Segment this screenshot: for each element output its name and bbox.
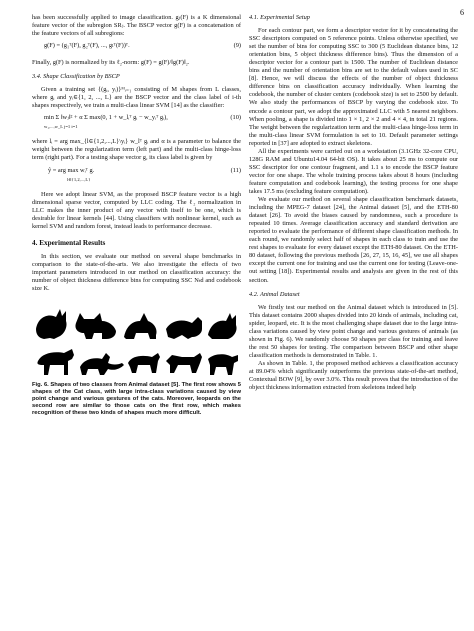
paragraph: has been successfully applied to image classification. gⱼ(F) is a K dimensional feature vector of the subregion SRⱼ. The BSCP vector g(F) is a concatenation of the feature vectors of all subregions: (32, 14, 241, 38)
page-number: 6 (460, 8, 464, 17)
cat-silhouette (75, 313, 116, 339)
figure-animal-silhouettes (32, 299, 241, 379)
cat-silhouette (36, 309, 67, 339)
leopard-silhouette (208, 354, 238, 375)
equation-body: ŷ = arg max wᵢᵀ g. (48, 166, 95, 174)
section-heading: 4.2. Animal Dataset (249, 290, 300, 298)
paragraph: For each contour part, we form a descriptor vector for it by concatenating the SSC descriptors computed on 5 reference points. Unless otherwise specified, we set the number of bins for computing SSC to 300 (5 Euclidean distance bins, 12 orientation bins, 5 object thickness difference bins). Thus the dimension of a descriptor vector for a contour part is 1500. The number of Euclidean distance bins and the number of orientation bins are set to the default values used in SC [8]. Hence, we will discuss the effects of the number of object thickness difference bins on classification accuracy individually. When learning the codebook, the number of cluster centers (codebook size) is set to 2500 by default. We also study the performances of BSCP by varying the codebook size. To encode a contour part, we adopt the approximated LLC with 5 nearest neighbors. When pooling, a shape is divided into 1 × 1, 2 × 2 and 4 × 4, in total 21 regions. The weight between the regularization term and the multi-class hinge-loss term in the multi-class linear SVM formulation is set to 10. Default parameter settings reported in [37] are adopted to extract skeletons. (249, 27, 458, 147)
cat-silhouette (208, 313, 237, 339)
paragraph: In this section, we evaluate our method on several shape benchmarks in comparison to the state-of-the-arts. We also investigate the effects of two important parameters introduced in our method on classification accuracy: the number of object thickness difference bins for computing SSC Nₜd and codebook size K. (32, 252, 241, 292)
paragraph: As shown in Table. 1, the proposed method achieves a classification accuracy at 89.04% which significantly outperforms the previous state-of-the-art method, Contextual BOW [9], by over 3.0%. This result proves that the introduction of the object thickness information extracted from skeletons indeed help (249, 359, 458, 392)
section-heading: 3.4. Shape Classification by BSCP (32, 73, 120, 81)
leopard-silhouette (166, 353, 202, 373)
equation-9 (32, 42, 241, 55)
equation-body: g(F) = (g₁ᵀ(F), g₂ᵀ(F), ..., gₗᵀ(F))ᵀ. (44, 42, 130, 50)
paragraph: All the experiments were carried out on a workstation (3.1GHz 32-core CPU, 128G RAM and Ubuntu14.04 64-bit OS). It takes about 25 ms to compute our SSC descriptor for one contour fragment, and 1.1 s to encode the BSCP feature vector for one shape. The whole training process takes about 8 hours (including feature computation and codebook learning), the testing process for one shape takes 17.5 ms (excluding feature computation). (249, 147, 458, 195)
paragraph: Here we adopt linear SVM, as the proposed BSCP feature vector is a high dimensional sparse vector, computed by LLC coding. The ℓ₂ normalization in LLC makes the inner product of any vector with itself to be one, which is desirable for linear kernels [44]. Using classifiers with nonlinear kernel, such as kernel SVM and random forest, instead leads to performance decrease. (32, 190, 241, 230)
paragraph: We firstly test our method on the Animal dataset which is introduced in [5]. This dataset contains 2000 shapes divided into 20 kinds of animals, including cat, spider, leopard, etc. It is the most challenging shape dataset due to the large intra-class variations caused by view point change and various gestures of animals (as shown in Fig. 6). We randomly choose 50 shapes per class for training and leave the rest 50 shapes for testing. The comparison between BSCP and other shape classification methods is demonstrated in Table. 1. (249, 303, 458, 359)
section-heading: 4. Experimental Results (32, 238, 106, 247)
leopard-silhouette (128, 353, 160, 373)
equation-subscript: l∈{1,2,...,L} (67, 176, 91, 182)
leopard-silhouette (37, 349, 74, 375)
equation-11 (32, 167, 241, 187)
silhouettes-image (32, 299, 241, 379)
cat-silhouette (124, 313, 157, 339)
leopard-silhouette (80, 353, 124, 375)
paragraph: Finally, g(F) is normalized by its ℓ₂-norm: g(F) = g(F)/‖g(F)‖₂. (32, 59, 190, 67)
right-column (249, 14, 458, 392)
cat-silhouette (166, 317, 202, 339)
paragraph: where lᵢ = arg max_{l∈{1,2,...,L}\yᵢ} w_lᵀ gᵢ and α is a parameter to balance the weight between the regularization term (left part) and the multi-class hinge-loss term (right part). For a testing shape vector g, its class label is given by (32, 138, 241, 162)
paragraph: Given a training set {(gᵢ, yᵢ)}ᴹᵢ₌₁ consisting of M shapes from L classes, where gᵢ and yᵢ∈{1, 2, ..., L} are the BSCP vector and the class label of i-th shapes respectively, we train a multi-class linear SVM [14] as the classifier: (32, 86, 241, 110)
equation-subscript: w₁,...,w_L j=1 i=1 (44, 124, 78, 130)
equation-body: min Σ ‖wⱼ‖² + α Σ max(0, 1 + w_lᵢᵀ gᵢ − w_yᵢᵀ gᵢ), (44, 114, 168, 122)
equation-number: (11) (230, 166, 241, 174)
paragraph: We evaluate our method on several shape classification benchmark datasets, including the MPEG-7 dataset [24], the Animal dataset [5], and the ETH-80 dataset [26]. To avoid the biases caused by randomness, such a procedure is repeated 10 times. Average classification accuracy and standard derivation are reported to evaluate the performance of different shape classification methods. In each round, we randomly select half of shapes in each class to train and use the rest shapes to evaluate for every dataset except the ETH-80 dataset. On the ETH-80 dataset, following the previous methods [26, 27, 15, 16, 45], we use all shapes except the current one for training and use the current one for testing (Leave-one-out setting [18]). Experimental results and analysis are given in the rest of this section. (249, 196, 458, 284)
equation-10 (32, 114, 241, 134)
section-heading: 4.1. Experimental Setup (249, 14, 310, 21)
equation-number: (9) (233, 42, 241, 50)
figure-caption: Fig. 6. Shapes of two classes from Animal dataset [5]. The first row shows 5 shapes of the Cat class, with large intra-class variations caused by view point change and various gestures of the cats. Moreover, leopards on the second row are similar to those cats on the first row, which makes recognition of these two kinds of shapes much more difficult. (32, 382, 241, 417)
left-column (32, 14, 241, 418)
equation-number: (10) (230, 114, 241, 122)
